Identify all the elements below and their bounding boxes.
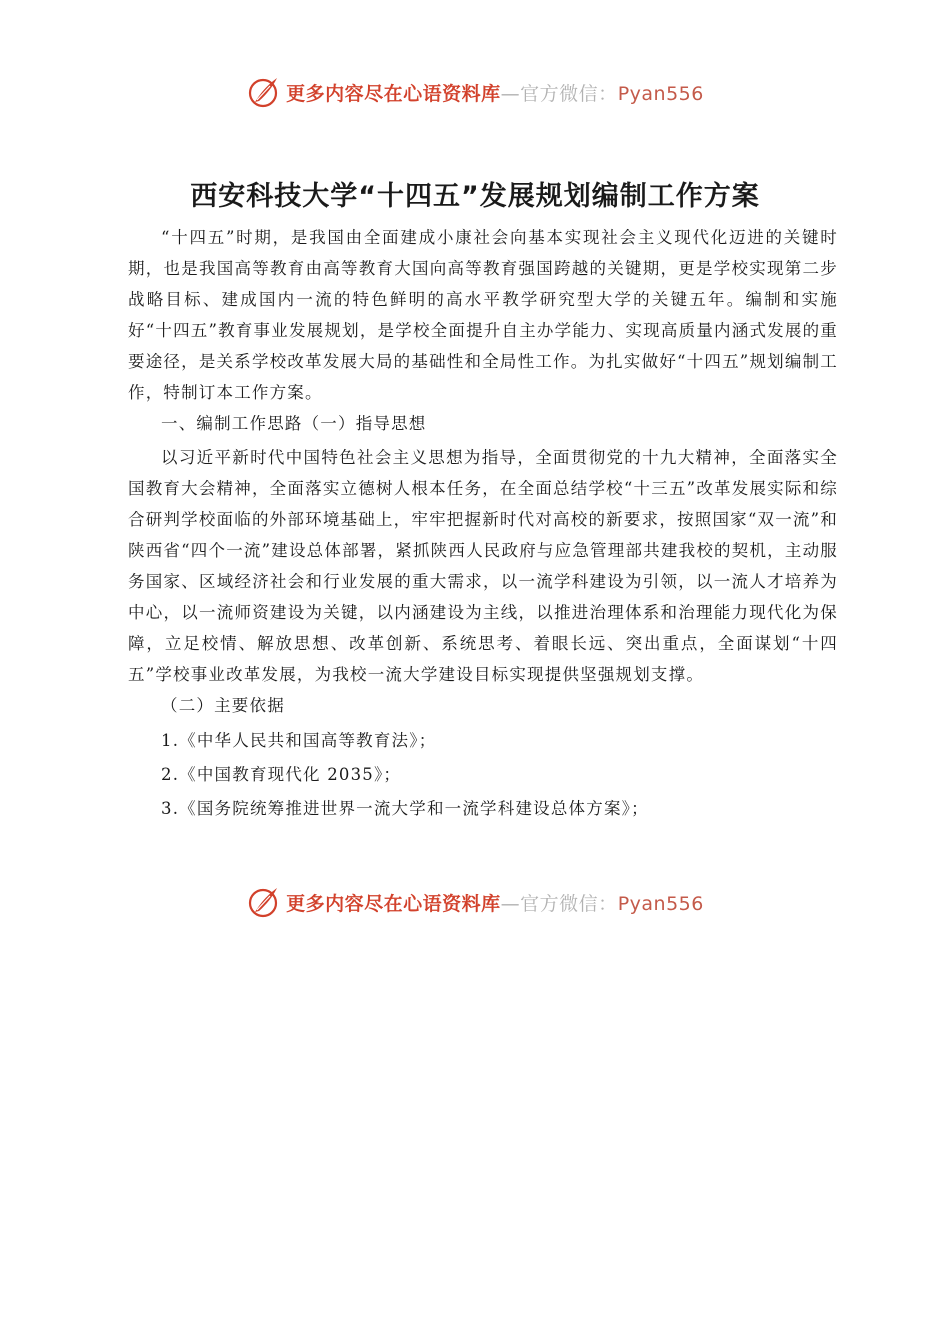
watermark-wechat-id: Pyan556 — [617, 82, 704, 105]
watermark-banner-top — [0, 72, 950, 112]
basis-list-item: 3.《国务院统筹推进世界一流大学和一流学科建设总体方案》； — [161, 799, 649, 818]
watermark-banner-bottom — [0, 882, 950, 922]
section1-heading: 一、编制工作思路（一）指导思想 — [161, 414, 427, 433]
watermark-wechat-label: 官方微信： — [520, 892, 618, 915]
watermark-wechat-label: 官方微信： — [520, 82, 618, 105]
section2-heading: （二）主要依据 — [161, 696, 285, 715]
guiding-thought-paragraph: 以习近平新时代中国特色社会主义思想为指导，全面贯彻党的十九大精神，全面落实全国教育大会精神，全面落实立德树人根本任务，在全面总结学校“十三五”改革发展实际和综合研判学校面临的外部环境基础上，牢牢把握新时代对高校的新要求，按照国家“双一流”和陕西省“四个一流”建设总体部署，紧抓陕西人民政府与应急管理部共建我校的契机，主动服务国家、区域经济社会和行业发展的重大需求，以一流学科建设为引领，以一流人才培养为中心，以一流师资建设为关键，以内涵建设为主线，以推进治理体系和治理能力现代化为保障，立足校情、解放思想、改革创新、系统思考、着眼长远、突出重点，全面谋划“十四五”学校事业改革发展，为我校一流大学建设目标实现提供坚强规划支撑。 — [128, 448, 838, 684]
watermark-brand-text: 更多内容尽在心语资料库 — [286, 82, 501, 105]
watermark-wechat-id: Pyan556 — [617, 892, 704, 915]
watermark-dash: — — [500, 892, 521, 915]
document-body — [128, 222, 838, 826]
basis-list-item: 2.《中国教育现代化 2035》； — [161, 765, 402, 784]
intro-paragraph: “十四五”时期，是我国由全面建成小康社会向基本实现社会主义现代化迈进的关键时期，也是我国高等教育由高等教育大国向高等教育强国跨越的关键期，更是学校实现第二步战略目标、建成国内一流的特色鲜明的高水平教学研究型大学的关键五年。编制和实施好“十四五”教育事业发展规划，是学校全面提升自主办学能力、实现高质量内涵式发展的重要途径，是关系学校改革发展大局的基础性和全局性工作。为扎实做好“十四五”规划编制工作，特制订本工作方案。 — [128, 228, 838, 402]
quill-logo-icon — [246, 74, 282, 110]
document-title: 西安科技大学“十四五”发展规划编制工作方案 — [190, 181, 760, 212]
quill-logo-icon — [246, 884, 282, 920]
basis-list-item: 1.《中华人民共和国高等教育法》； — [161, 731, 437, 750]
watermark-dash: — — [500, 82, 521, 105]
watermark-brand-text: 更多内容尽在心语资料库 — [286, 892, 501, 915]
